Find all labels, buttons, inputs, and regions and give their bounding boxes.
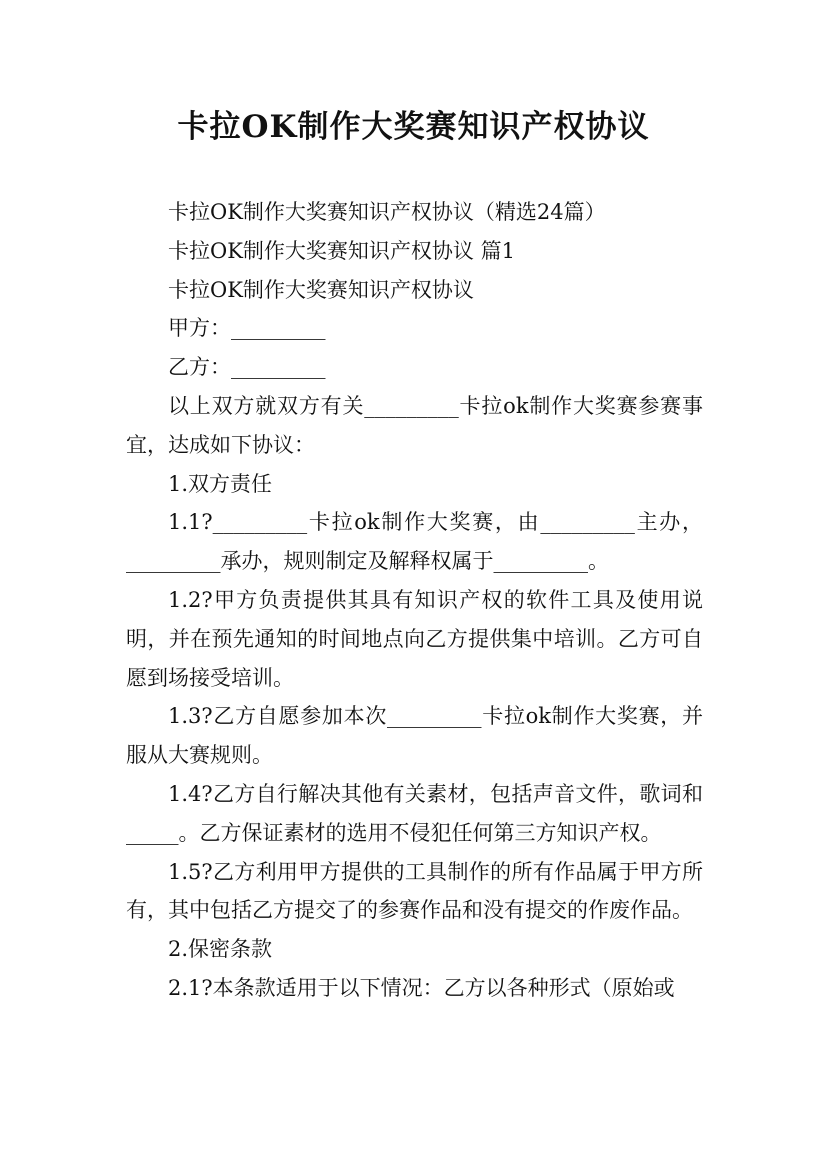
paragraph-party-a: 甲方：_________ [168, 316, 326, 341]
clause-1-2: 1.2?甲方负责提供其具有知识产权的软件工具及使用说明，并在预先通知的时间地点向乙方提供集中培训。乙方可自愿到场接受培训。 [126, 587, 703, 690]
clause-1-3: 1.3?乙方自愿参加本次_________卡拉ok制作大奖赛，并服从大赛规则。 [126, 704, 703, 768]
paragraph-agreement-name: 卡拉OK制作大奖赛知识产权协议 [168, 277, 474, 302]
document-body [126, 193, 703, 1008]
paragraph-subtitle: 卡拉OK制作大奖赛知识产权协议（精选24篇） [168, 200, 606, 224]
clause-1-4: 1.4?乙方自行解决其他有关素材，包括声音文件，歌词和_____。乙方保证素材的选用不侵犯任何第三方知识产权。 [126, 781, 703, 845]
clause-1-5: 1.5?乙方利用甲方提供的工具制作的所有作品属于甲方所有，其中包括乙方提交了的参赛作品和没有提交的作废作品。 [126, 859, 703, 923]
document-title: 卡拉OK制作大奖赛知识产权协议 [177, 109, 650, 145]
section-heading-responsibilities: 1.双方责任 [168, 471, 273, 496]
clause-1-1: 1.1?_________卡拉ok制作大奖赛，由_________主办，_________承办，规则制定及解释权属于_________。 [126, 510, 703, 574]
paragraph-chapter-heading: 卡拉OK制作大奖赛知识产权协议 篇1 [168, 238, 515, 263]
paragraph-preamble: 以上双方就双方有关_________卡拉ok制作大奖赛参赛事宜，达成如下协议： [126, 393, 703, 457]
section-heading-confidentiality: 2.保密条款 [168, 937, 273, 962]
clause-2-1: 2.1?本条款适用于以下情况：乙方以各种形式（原始或 [168, 975, 675, 1000]
paragraph-party-b: 乙方：_________ [168, 355, 326, 380]
